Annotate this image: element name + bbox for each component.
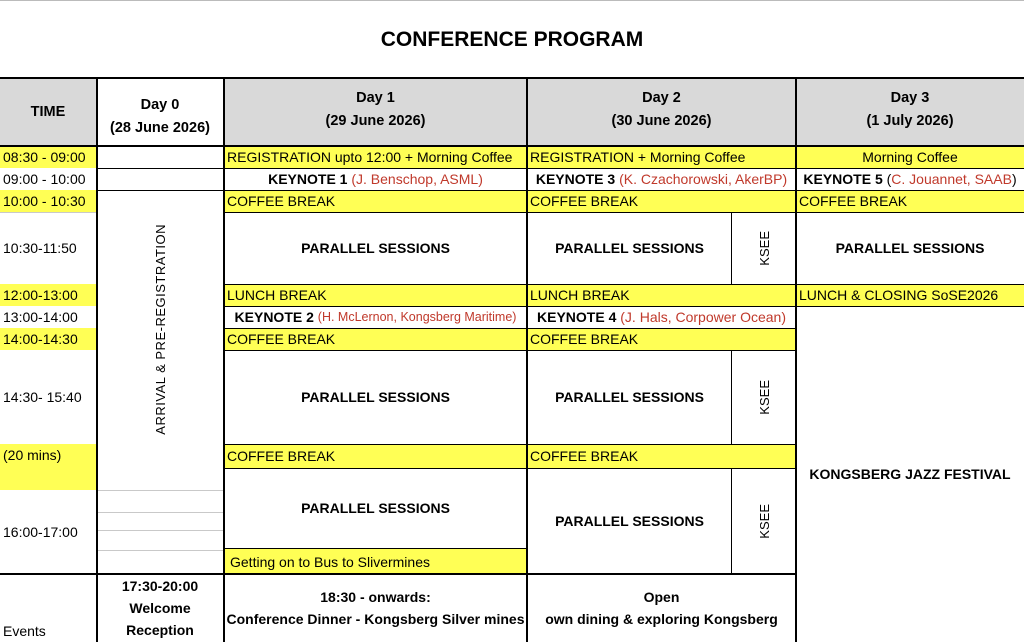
- day1-coffee-break-1: COFFEE BREAK: [224, 190, 527, 212]
- ksee-label-3: KSEE: [756, 503, 772, 539]
- day1-parallel-sessions-2: PARALLEL SESSIONS: [301, 389, 450, 405]
- header-day3: [796, 78, 1024, 146]
- keynote2-speaker: (H. McLernon, Kongsberg Maritime): [317, 310, 517, 324]
- divider: [0, 573, 796, 575]
- day2-lunch-break: LUNCH BREAK: [527, 284, 796, 306]
- ksee-label-1: KSEE: [756, 230, 772, 266]
- divider: [96, 550, 224, 551]
- time-slot-10: 16:00-17:00: [3, 524, 78, 540]
- day2-parallel-sessions-1: PARALLEL SESSIONS: [555, 240, 704, 256]
- divider: [731, 212, 732, 284]
- time-slot-7: 14:00-14:30: [0, 328, 96, 350]
- day2-event-line2: own dining & exploring Kongsberg: [545, 611, 778, 627]
- day0-event-line1: Welcome: [129, 600, 191, 616]
- header-day0-name: Day 0: [140, 97, 180, 113]
- divider: [96, 490, 224, 491]
- day1-event-line1: 18:30 - onwards:: [320, 589, 431, 605]
- day3-keynote5: [796, 168, 1024, 190]
- keynote5-speaker: C. Jouannet, SAAB: [891, 171, 1012, 187]
- keynote1-speaker: (J. Benschop, ASML): [351, 171, 483, 187]
- header-day1: [224, 78, 527, 146]
- day1-registration: REGISTRATION upto 12:00 + Morning Coffee: [224, 146, 527, 168]
- day3-parallel-sessions-1: PARALLEL SESSIONS: [835, 240, 985, 256]
- day3-coffee-break-1: COFFEE BREAK: [796, 190, 1024, 212]
- divider: [96, 78, 98, 642]
- time-slot-6: 13:00-14:00: [3, 309, 78, 325]
- day1-parallel-sessions-3: PARALLEL SESSIONS: [301, 500, 450, 516]
- time-slot-2: 09:00 - 10:00: [3, 171, 86, 187]
- day2-keynote4: [527, 306, 796, 328]
- day2-event: [527, 574, 796, 642]
- divider: [0, 145, 1024, 147]
- day1-keynote1: [224, 168, 527, 190]
- keynote4-speaker: (J. Hals, Corpower Ocean): [620, 309, 786, 325]
- keynote4-label: KEYNOTE 4: [537, 309, 617, 325]
- day2-registration: REGISTRATION + Morning Coffee: [527, 146, 796, 168]
- divider: [224, 212, 1024, 213]
- divider: [731, 468, 732, 574]
- day1-bus: Getting on to Bus to Slivermines: [224, 549, 527, 574]
- day2-coffee-break-2: COFFEE BREAK: [527, 328, 796, 350]
- header-time: [0, 78, 96, 146]
- header-day2: [527, 78, 796, 146]
- page-title: CONFERENCE PROGRAM: [0, 0, 1024, 78]
- day2-ksee-2: [732, 350, 796, 444]
- divider: [0, 212, 96, 213]
- time-slot-4: 10:30-11:50: [3, 240, 77, 256]
- day0-event-line2: Reception: [126, 622, 194, 638]
- divider: [96, 530, 224, 531]
- time-slot-5: 12:00-13:00: [0, 284, 96, 306]
- header-day1-date: (29 June 2026): [325, 113, 426, 129]
- time-slot-blank: [0, 466, 96, 490]
- day2-ksee-1: [732, 212, 796, 284]
- keynote3-label: KEYNOTE 3: [535, 171, 616, 187]
- header-day2-name: Day 2: [642, 90, 681, 106]
- day0-event: [96, 574, 224, 642]
- divider: [224, 328, 796, 329]
- divider: [96, 512, 224, 513]
- day2-parallel-sessions-2: PARALLEL SESSIONS: [555, 389, 704, 405]
- header-day3-date: (1 July 2026): [866, 113, 954, 129]
- day1-coffee-break-3: COFFEE BREAK: [224, 444, 527, 468]
- day1-lunch-break: LUNCH BREAK: [224, 284, 527, 306]
- header-time-label: TIME: [30, 103, 66, 120]
- header-day0: [96, 78, 224, 146]
- day3-jazz-festival: KONGSBERG JAZZ FESTIVAL: [809, 466, 1011, 482]
- day1-keynote2: [224, 306, 527, 328]
- divider: [224, 306, 1024, 307]
- day3-lunch-closing: LUNCH & CLOSING SoSE2026: [796, 284, 1024, 306]
- keynote2-label: KEYNOTE 2: [234, 309, 314, 325]
- keynote5-label: KEYNOTE 5: [803, 171, 883, 187]
- divider: [96, 168, 1024, 169]
- day0-event-time: 17:30-20:00: [121, 578, 199, 594]
- keynote5-paren-open: (: [886, 171, 892, 187]
- divider: [223, 78, 225, 642]
- day2-event-line1: Open: [643, 589, 680, 605]
- day1-coffee-break-2: COFFEE BREAK: [224, 328, 527, 350]
- header-day1-name: Day 1: [356, 90, 395, 106]
- day1-parallel-sessions-1: PARALLEL SESSIONS: [301, 240, 450, 256]
- keynote3-speaker: (K. Czachorowski, AkerBP): [619, 171, 788, 187]
- time-events: Events: [3, 623, 46, 639]
- divider: [224, 444, 796, 445]
- day0-arrival: [96, 190, 224, 468]
- day2-parallel-sessions-3: PARALLEL SESSIONS: [555, 513, 704, 529]
- divider: [224, 468, 796, 469]
- day2-coffee-break-3: COFFEE BREAK: [527, 444, 796, 468]
- divider: [795, 78, 797, 642]
- divider: [731, 350, 732, 444]
- time-slot-3: 10:00 - 10:30: [0, 190, 96, 212]
- time-slot-9: (20 mins): [0, 444, 96, 466]
- day2-ksee-3: [732, 468, 796, 574]
- day2-coffee-break-1: COFFEE BREAK: [527, 190, 796, 212]
- ksee-label-2: KSEE: [756, 379, 772, 415]
- day1-event: [224, 574, 527, 642]
- divider: [224, 350, 796, 351]
- day0-arrival-label: ARRIVAL & PRE-REGISTRATION: [152, 223, 168, 435]
- keynote1-label: KEYNOTE 1: [268, 171, 348, 187]
- header-day3-name: Day 3: [890, 90, 930, 106]
- time-slot-8: 14:30- 15:40: [3, 389, 82, 405]
- divider: [0, 77, 1024, 79]
- divider: [224, 284, 1024, 285]
- divider: [224, 548, 527, 549]
- header-day0-date: (28 June 2026): [110, 120, 210, 136]
- divider: [526, 78, 528, 642]
- keynote5-paren-close: ): [1011, 171, 1017, 187]
- day2-keynote3: [527, 168, 796, 190]
- day1-event-line2: Conference Dinner - Kongsberg Silver mines: [226, 611, 525, 627]
- time-slot-1: 08:30 - 09:00: [0, 146, 96, 168]
- header-day2-date: (30 June 2026): [611, 113, 712, 129]
- day3-morning-coffee: Morning Coffee: [796, 146, 1024, 168]
- divider: [96, 190, 1024, 191]
